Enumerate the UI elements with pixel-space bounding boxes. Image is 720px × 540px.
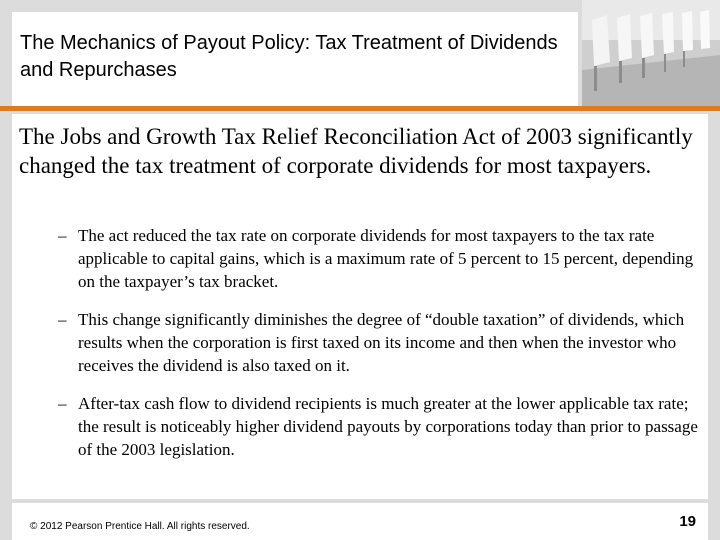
bullet-text: After-tax cash flow to dividend recipients is much greater at the lower applicable tax rate; the result is noticeably higher dividend payouts by corporations today than prior to passage of the 2003 legislation.: [78, 394, 698, 459]
bullet-item: [58, 392, 708, 461]
bullet-item: [58, 224, 708, 293]
slide-title: The Mechanics of Payout Policy: Tax Treatment of Dividends and Repurchases: [20, 32, 558, 81]
footer: [12, 503, 708, 540]
boardroom-chairs-image: [582, 0, 720, 106]
content-panel: [12, 114, 708, 499]
bullet-dash: –: [58, 226, 67, 245]
accent-bar: [0, 106, 720, 111]
bullet-dash: –: [58, 310, 67, 329]
title-panel: [12, 12, 578, 106]
bullet-dash: –: [58, 394, 67, 413]
main-text: The Jobs and Growth Tax Relief Reconciliation Act of 2003 significantly changed the tax treatment of corporate dividends for most taxpayers.: [19, 124, 693, 178]
copyright-notice: © 2012 Pearson Prentice Hall. All rights reserved.: [30, 521, 250, 532]
bullet-text: The act reduced the tax rate on corporate dividends for most taxpayers to the tax rate applicable to capital gains, which is a maximum rate of 5 percent to 15 percent, depending on the taxpayer’s tax bracket.: [78, 226, 694, 291]
bullet-text: This change significantly diminishes the degree of “double taxation” of dividends, which results when the corporation is first taxed on its income and then when the investor who receives the dividend is also taxed on it.: [78, 310, 685, 375]
bullet-item: [58, 308, 708, 377]
page-number: 19: [679, 513, 696, 530]
